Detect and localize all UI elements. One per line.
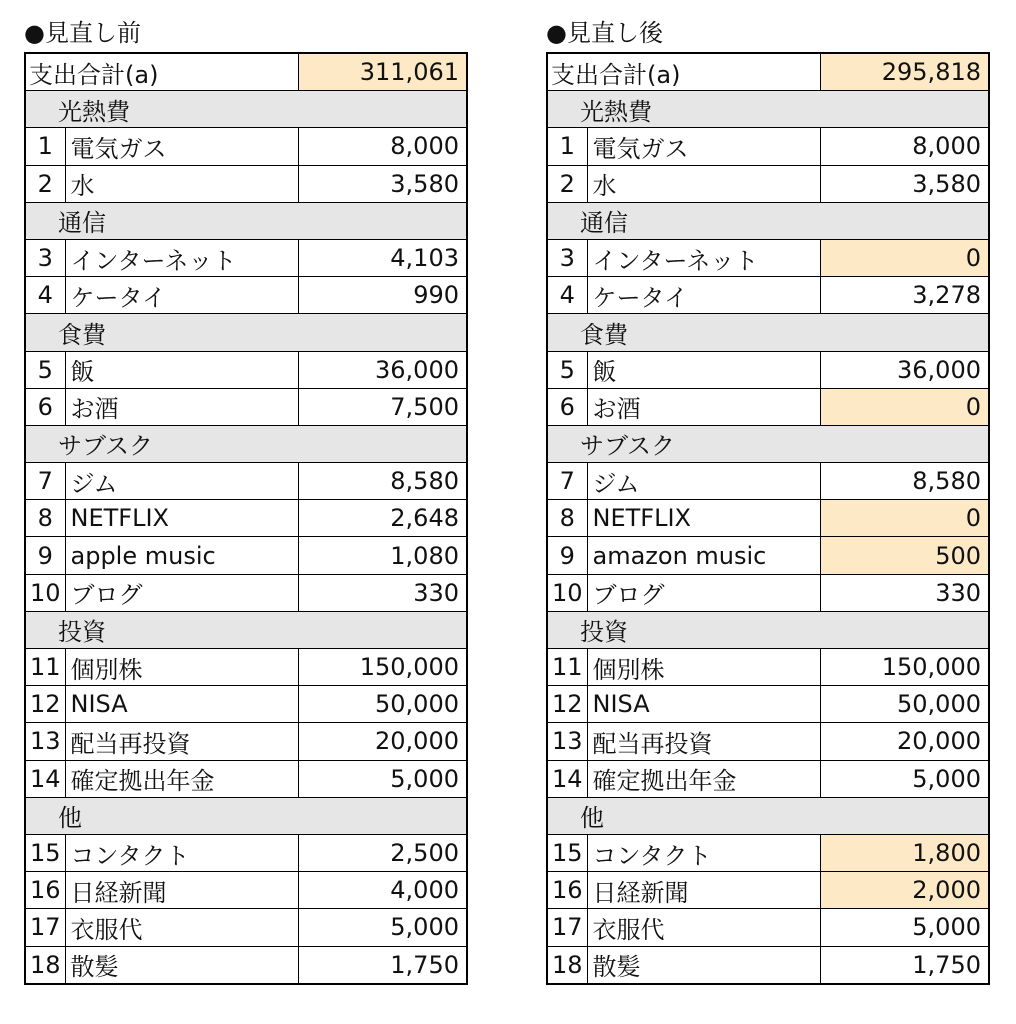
row-number: 1 xyxy=(547,128,587,165)
table-row xyxy=(25,723,467,760)
item-value: 150,000 xyxy=(820,649,989,686)
item-name: インターネット xyxy=(587,239,820,276)
table-row xyxy=(547,760,989,797)
table-row xyxy=(547,723,989,760)
item-value: 20,000 xyxy=(298,723,467,760)
total-row xyxy=(25,53,467,91)
table-row xyxy=(547,500,989,537)
row-number: 5 xyxy=(547,351,587,388)
after-heading: ●見直し後 xyxy=(546,19,663,47)
table-row xyxy=(25,500,467,537)
row-number: 4 xyxy=(547,277,587,314)
category-label: 通信 xyxy=(547,202,989,239)
total-row xyxy=(547,53,989,91)
item-value: 5,000 xyxy=(820,909,989,946)
category-label: サブスク xyxy=(25,425,467,462)
category-label: 投資 xyxy=(547,611,989,648)
row-number: 12 xyxy=(547,686,587,723)
table-row xyxy=(547,834,989,871)
item-name: 水 xyxy=(65,165,298,202)
row-number: 18 xyxy=(547,946,587,984)
item-value: 4,000 xyxy=(298,872,467,909)
row-number: 5 xyxy=(25,351,65,388)
row-number: 2 xyxy=(547,165,587,202)
item-name: お酒 xyxy=(587,388,820,425)
item-value: 3,580 xyxy=(298,165,467,202)
table-row xyxy=(25,909,467,946)
category-row xyxy=(547,425,989,462)
row-number: 10 xyxy=(547,574,587,611)
total-value: 311,061 xyxy=(298,53,467,91)
item-value: 5,000 xyxy=(820,760,989,797)
item-value: 2,648 xyxy=(298,500,467,537)
item-value: 500 xyxy=(820,537,989,574)
row-number: 8 xyxy=(25,500,65,537)
item-name: ジム xyxy=(65,463,298,500)
item-name: NETFLIX xyxy=(65,500,298,537)
before-expense-table xyxy=(24,52,468,985)
item-value: 1,750 xyxy=(298,946,467,984)
table-row xyxy=(25,537,467,574)
item-name: apple music xyxy=(65,537,298,574)
item-name: 確定拠出年金 xyxy=(587,760,820,797)
table-row xyxy=(547,388,989,425)
table-row xyxy=(25,872,467,909)
table-row xyxy=(547,686,989,723)
row-number: 1 xyxy=(25,128,65,165)
row-number: 4 xyxy=(25,277,65,314)
item-value: 990 xyxy=(298,277,467,314)
row-number: 13 xyxy=(25,723,65,760)
category-row xyxy=(25,425,467,462)
item-name: 衣服代 xyxy=(587,909,820,946)
row-number: 12 xyxy=(25,686,65,723)
row-number: 13 xyxy=(547,723,587,760)
table-row xyxy=(25,760,467,797)
table-row xyxy=(547,537,989,574)
table-row xyxy=(547,574,989,611)
item-value: 8,000 xyxy=(298,128,467,165)
item-value: 8,580 xyxy=(298,463,467,500)
item-name: amazon music xyxy=(587,537,820,574)
row-number: 10 xyxy=(25,574,65,611)
item-name: ジム xyxy=(587,463,820,500)
category-row xyxy=(547,314,989,351)
row-number: 14 xyxy=(547,760,587,797)
table-row xyxy=(25,388,467,425)
table-row xyxy=(25,277,467,314)
table-row xyxy=(547,649,989,686)
category-row xyxy=(547,797,989,834)
category-row xyxy=(547,91,989,128)
category-label: 光熱費 xyxy=(547,91,989,128)
row-number: 9 xyxy=(547,537,587,574)
table-row xyxy=(25,946,467,984)
item-value: 3,278 xyxy=(820,277,989,314)
row-number: 17 xyxy=(547,909,587,946)
item-value: 7,500 xyxy=(298,388,467,425)
item-value: 150,000 xyxy=(298,649,467,686)
row-number: 11 xyxy=(547,649,587,686)
item-name: 電気ガス xyxy=(65,128,298,165)
row-number: 15 xyxy=(547,834,587,871)
table-row xyxy=(25,165,467,202)
row-number: 14 xyxy=(25,760,65,797)
item-name: 水 xyxy=(587,165,820,202)
item-name: 配当再投資 xyxy=(587,723,820,760)
table-row xyxy=(547,239,989,276)
item-name: インターネット xyxy=(65,239,298,276)
item-name: 日経新聞 xyxy=(587,872,820,909)
item-name: 配当再投資 xyxy=(65,723,298,760)
row-number: 15 xyxy=(25,834,65,871)
item-value: 2,500 xyxy=(298,834,467,871)
table-row xyxy=(25,239,467,276)
item-value: 4,103 xyxy=(298,239,467,276)
category-label: 通信 xyxy=(25,202,467,239)
item-name: ブログ xyxy=(65,574,298,611)
row-number: 6 xyxy=(547,388,587,425)
item-value: 0 xyxy=(820,500,989,537)
row-number: 6 xyxy=(25,388,65,425)
category-row xyxy=(547,202,989,239)
after-expense-table xyxy=(546,52,990,985)
item-name: 衣服代 xyxy=(65,909,298,946)
row-number: 3 xyxy=(547,239,587,276)
item-name: ケータイ xyxy=(587,277,820,314)
before-panel xyxy=(24,14,466,985)
item-value: 50,000 xyxy=(820,686,989,723)
item-name: 飯 xyxy=(65,351,298,388)
table-row xyxy=(547,909,989,946)
row-number: 8 xyxy=(547,500,587,537)
total-label: 支出合計(a) xyxy=(25,53,298,91)
category-row xyxy=(25,202,467,239)
item-name: ブログ xyxy=(587,574,820,611)
item-value: 1,750 xyxy=(820,946,989,984)
table-row xyxy=(547,277,989,314)
row-number: 16 xyxy=(547,872,587,909)
category-label: 光熱費 xyxy=(25,91,467,128)
item-value: 2,000 xyxy=(820,872,989,909)
before-heading: ●見直し前 xyxy=(24,19,141,47)
row-number: 18 xyxy=(25,946,65,984)
category-row xyxy=(25,91,467,128)
item-name: 個別株 xyxy=(65,649,298,686)
row-number: 16 xyxy=(25,872,65,909)
item-value: 0 xyxy=(820,388,989,425)
item-name: 確定拠出年金 xyxy=(65,760,298,797)
item-name: ケータイ xyxy=(65,277,298,314)
table-row xyxy=(25,128,467,165)
item-name: 電気ガス xyxy=(587,128,820,165)
item-name: 散髪 xyxy=(587,946,820,984)
table-row xyxy=(547,351,989,388)
item-value: 330 xyxy=(820,574,989,611)
row-number: 3 xyxy=(25,239,65,276)
total-label: 支出合計(a) xyxy=(547,53,820,91)
category-label: 他 xyxy=(25,797,467,834)
table-row xyxy=(25,351,467,388)
table-row xyxy=(547,872,989,909)
item-name: コンタクト xyxy=(65,834,298,871)
table-row xyxy=(547,128,989,165)
item-name: コンタクト xyxy=(587,834,820,871)
table-row xyxy=(25,574,467,611)
row-number: 7 xyxy=(547,463,587,500)
item-name: 散髪 xyxy=(65,946,298,984)
item-value: 0 xyxy=(820,239,989,276)
row-number: 11 xyxy=(25,649,65,686)
item-value: 36,000 xyxy=(820,351,989,388)
item-value: 20,000 xyxy=(820,723,989,760)
item-name: NETFLIX xyxy=(587,500,820,537)
category-row xyxy=(547,611,989,648)
item-name: お酒 xyxy=(65,388,298,425)
category-label: 食費 xyxy=(547,314,989,351)
category-label: サブスク xyxy=(547,425,989,462)
item-name: NISA xyxy=(65,686,298,723)
item-value: 8,580 xyxy=(820,463,989,500)
item-value: 330 xyxy=(298,574,467,611)
item-name: NISA xyxy=(587,686,820,723)
table-row xyxy=(25,686,467,723)
category-row xyxy=(25,797,467,834)
item-value: 5,000 xyxy=(298,909,467,946)
category-label: 他 xyxy=(547,797,989,834)
row-number: 7 xyxy=(25,463,65,500)
item-value: 36,000 xyxy=(298,351,467,388)
category-row xyxy=(25,314,467,351)
table-row xyxy=(547,463,989,500)
item-value: 5,000 xyxy=(298,760,467,797)
table-row xyxy=(25,463,467,500)
category-label: 投資 xyxy=(25,611,467,648)
item-value: 1,800 xyxy=(820,834,989,871)
category-label: 食費 xyxy=(25,314,467,351)
item-value: 50,000 xyxy=(298,686,467,723)
table-row xyxy=(25,649,467,686)
item-name: 個別株 xyxy=(587,649,820,686)
table-row xyxy=(547,946,989,984)
row-number: 9 xyxy=(25,537,65,574)
item-name: 日経新聞 xyxy=(65,872,298,909)
item-name: 飯 xyxy=(587,351,820,388)
table-row xyxy=(547,165,989,202)
row-number: 2 xyxy=(25,165,65,202)
row-number: 17 xyxy=(25,909,65,946)
after-panel xyxy=(546,14,988,985)
item-value: 3,580 xyxy=(820,165,989,202)
item-value: 1,080 xyxy=(298,537,467,574)
table-row xyxy=(25,834,467,871)
category-row xyxy=(25,611,467,648)
item-value: 8,000 xyxy=(820,128,989,165)
total-value: 295,818 xyxy=(820,53,989,91)
